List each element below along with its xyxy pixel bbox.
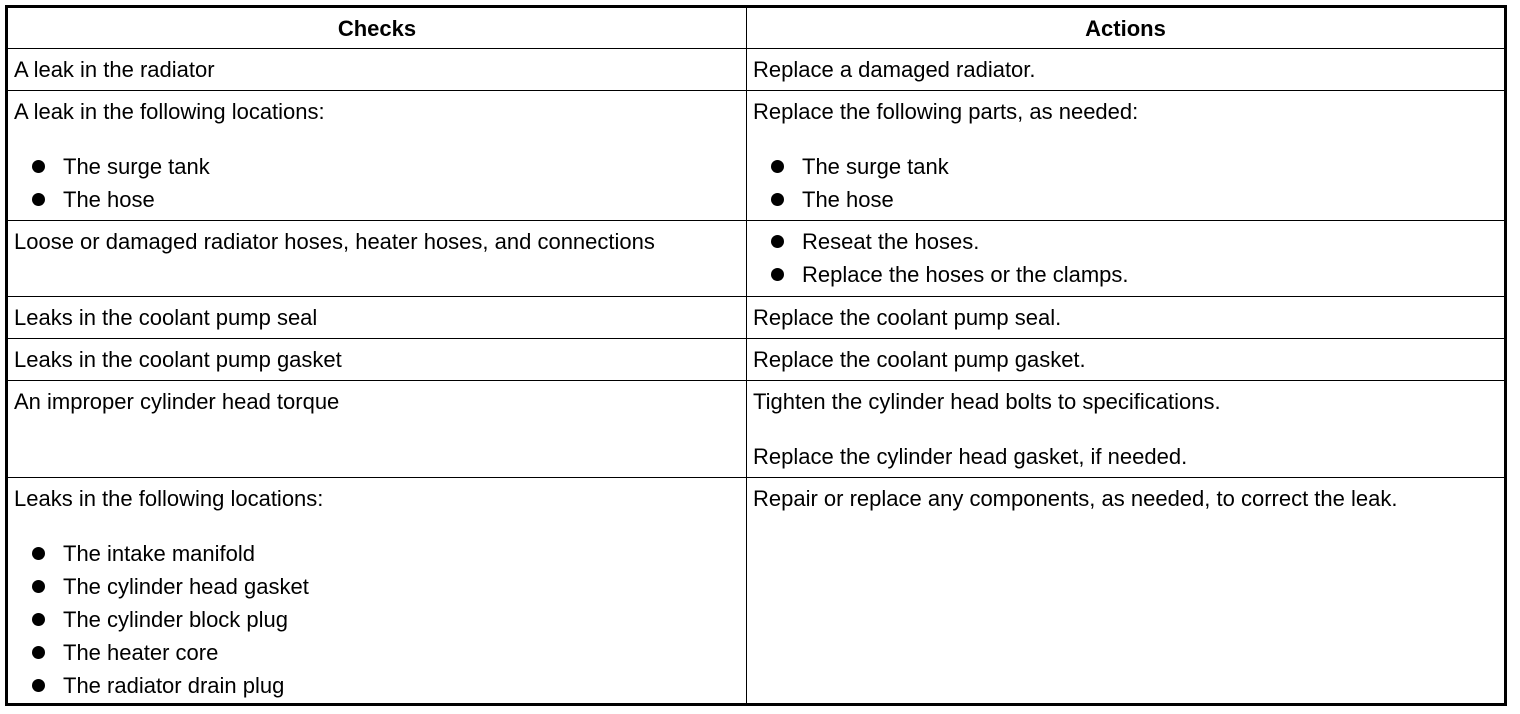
check-intro: Leaks in the following locations: (14, 486, 324, 511)
list-item: Replace the hoses or the clamps. (753, 258, 1498, 291)
action-paragraph: Replace the cylinder head gasket, if needed. (753, 444, 1188, 469)
action-cell (747, 381, 1506, 478)
check-text: An improper cylinder head torque (14, 389, 340, 414)
list-item: The radiator drain plug (14, 669, 740, 702)
bullet-icon (32, 646, 45, 659)
bullet-icon (771, 268, 784, 281)
action-text: Replace the coolant pump seal. (753, 305, 1062, 330)
table-row (7, 381, 1506, 478)
list-item: The surge tank (753, 150, 1498, 183)
bullet-icon (32, 580, 45, 593)
table-row (7, 339, 1506, 381)
action-cell (747, 478, 1506, 705)
list-item: The heater core (14, 636, 740, 669)
bullet-icon (32, 547, 45, 560)
check-cell (7, 49, 747, 91)
action-text: Replace a damaged radiator. (753, 57, 1036, 82)
check-text: Loose or damaged radiator hoses, heater hoses, and connections (14, 229, 655, 254)
check-cell (7, 478, 747, 705)
check-bullet-list (14, 537, 740, 702)
action-cell (747, 221, 1506, 297)
header-actions: Actions (747, 7, 1506, 49)
list-item: The cylinder block plug (14, 603, 740, 636)
list-item: The surge tank (14, 150, 740, 183)
action-cell (747, 49, 1506, 91)
action-cell (747, 297, 1506, 339)
header-checks: Checks (7, 7, 747, 49)
check-bullet-list (14, 150, 740, 216)
action-bullet-list (753, 150, 1498, 216)
list-item: The hose (753, 183, 1498, 216)
bullet-icon (771, 160, 784, 173)
action-text: Repair or replace any components, as needed, to correct the leak. (753, 486, 1398, 511)
table-row (7, 478, 1506, 705)
list-item: The cylinder head gasket (14, 570, 740, 603)
table-row (7, 49, 1506, 91)
list-item: The intake manifold (14, 537, 740, 570)
bullet-icon (32, 679, 45, 692)
table-row (7, 91, 1506, 221)
check-intro: A leak in the following locations: (14, 99, 325, 124)
check-cell (7, 221, 747, 297)
checks-actions-table (5, 5, 1507, 706)
check-cell (7, 91, 747, 221)
action-paragraph: Tighten the cylinder head bolts to specifications. (753, 389, 1221, 414)
bullet-icon (32, 193, 45, 206)
action-intro: Replace the following parts, as needed: (753, 99, 1139, 124)
table-row (7, 221, 1506, 297)
check-text: A leak in the radiator (14, 57, 215, 82)
table-header-row (7, 7, 1506, 49)
action-bullet-list (753, 225, 1498, 291)
bullet-icon (32, 613, 45, 626)
bullet-icon (771, 235, 784, 248)
list-item: The hose (14, 183, 740, 216)
bullet-icon (32, 160, 45, 173)
list-item: Reseat the hoses. (753, 225, 1498, 258)
check-cell (7, 339, 747, 381)
check-text: Leaks in the coolant pump gasket (14, 347, 342, 372)
action-cell (747, 91, 1506, 221)
action-cell (747, 339, 1506, 381)
table-row (7, 297, 1506, 339)
bullet-icon (771, 193, 784, 206)
action-text: Replace the coolant pump gasket. (753, 347, 1086, 372)
check-cell (7, 297, 747, 339)
check-cell (7, 381, 747, 478)
check-text: Leaks in the coolant pump seal (14, 305, 318, 330)
